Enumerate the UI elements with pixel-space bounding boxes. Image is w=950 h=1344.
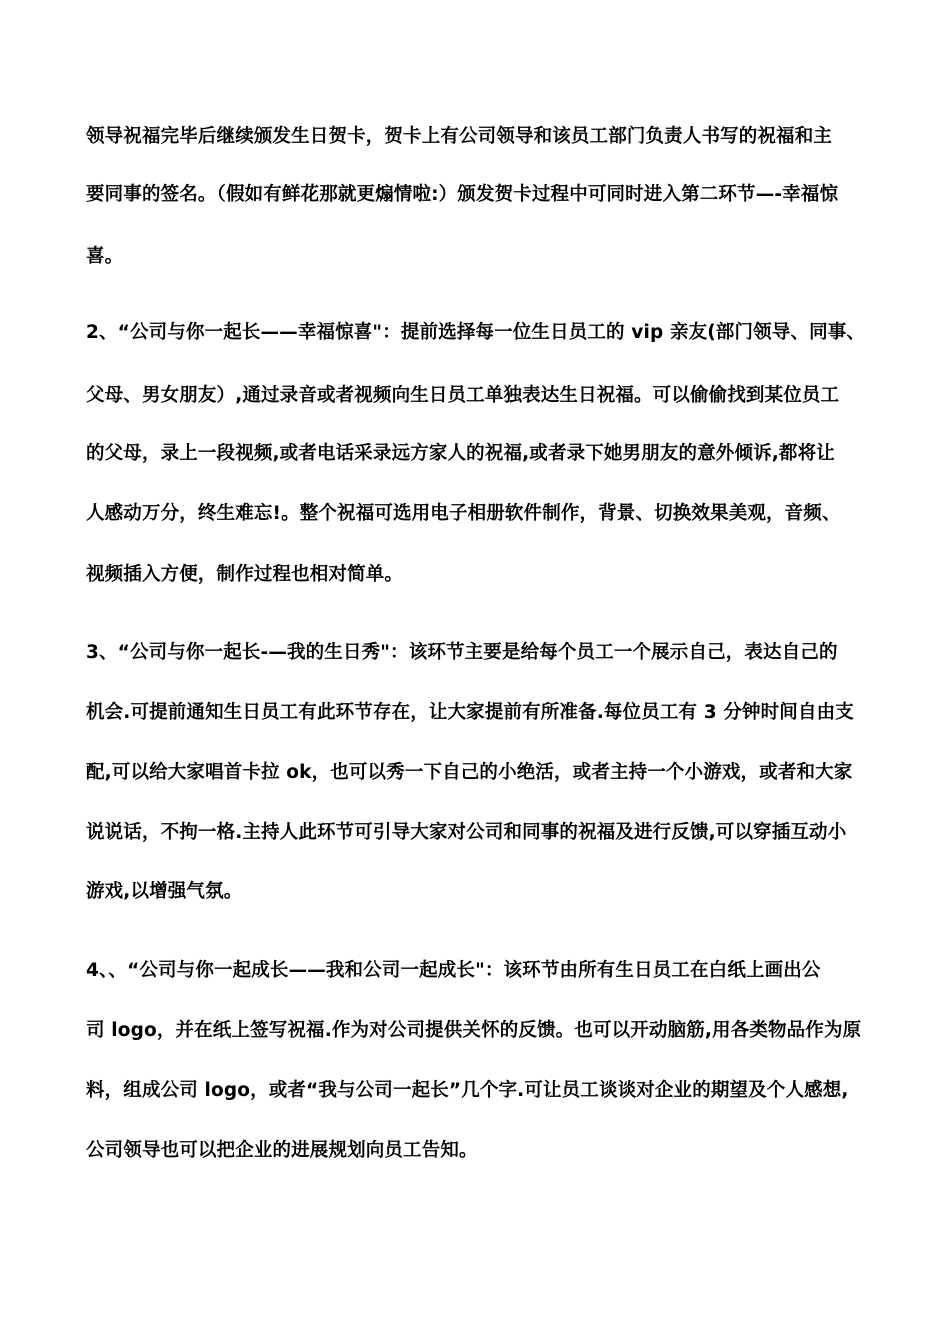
- text-line: 配,可以给大家唱首卡拉 ok，也可以秀一下自己的小绝活，或者主持一个小游戏，或者和大家: [86, 762, 853, 783]
- text-line: 公司领导也可以把企业的进展规划向员工告知。: [86, 1140, 478, 1161]
- text-line: 父母、男女朋友）,通过录音或者视频向生日员工单独表达生日祝福。可以偷偷找到某位员工: [86, 385, 840, 406]
- text-line: 2、“公司与你一起长——幸福惊喜"：提前选择每一位生日员工的 vip 亲友(部门领导、同事、: [86, 322, 866, 343]
- text-line: 喜。: [86, 246, 124, 267]
- text-line: 说说话，不拘一格.主持人此环节可引导大家对公司和同事的祝福及进行反馈,可以穿插互动小: [86, 822, 847, 843]
- text-line: 人感动万分，终生难忘!。整个祝福可选用电子相册软件制作，背景、切换效果美观，音频、: [86, 503, 841, 524]
- text-line: 的父母，录上一段视频,或者电话采录远方家人的祝福,或者录下她男朋友的意外倾诉,都将让: [86, 443, 835, 464]
- text-line: 领导祝福完毕后继续颁发生日贺卡，贺卡上有公司领导和该员工部门负责人书写的祝福和主: [86, 126, 833, 147]
- text-line: 视频插入方便，制作过程也相对简单。: [86, 564, 404, 585]
- text-line: 司 logo，并在纸上签写祝福.作为对公司提供关怀的反馈。也可以开动脑筋,用各类物品作为原: [86, 1020, 862, 1041]
- text-line: 料，组成公司 logo，或者“我与公司一起长”几个字.可让员工谈谈对企业的期望及个人感想,: [86, 1080, 849, 1101]
- text-line: 机会.可提前通知生日员工有此环节存在，让大家提前有所准备.每位员工有 3 分钟时间自由支: [86, 702, 854, 723]
- text-line: 3、“公司与你一起长-—我的生日秀"：该环节主要是给每个员工一个展示自己，表达自己的: [86, 642, 838, 663]
- text-line: 要同事的签名。（假如有鲜花那就更煽情啦:）颁发贺卡过程中可同时进入第二环节—-幸福惊: [86, 184, 839, 205]
- text-line: 4、、“公司与你一起成长——我和公司一起成长"：该环节由所有生日员工在白纸上画出公: [86, 960, 821, 981]
- text-line: 游戏,以增强气氛。: [86, 881, 243, 902]
